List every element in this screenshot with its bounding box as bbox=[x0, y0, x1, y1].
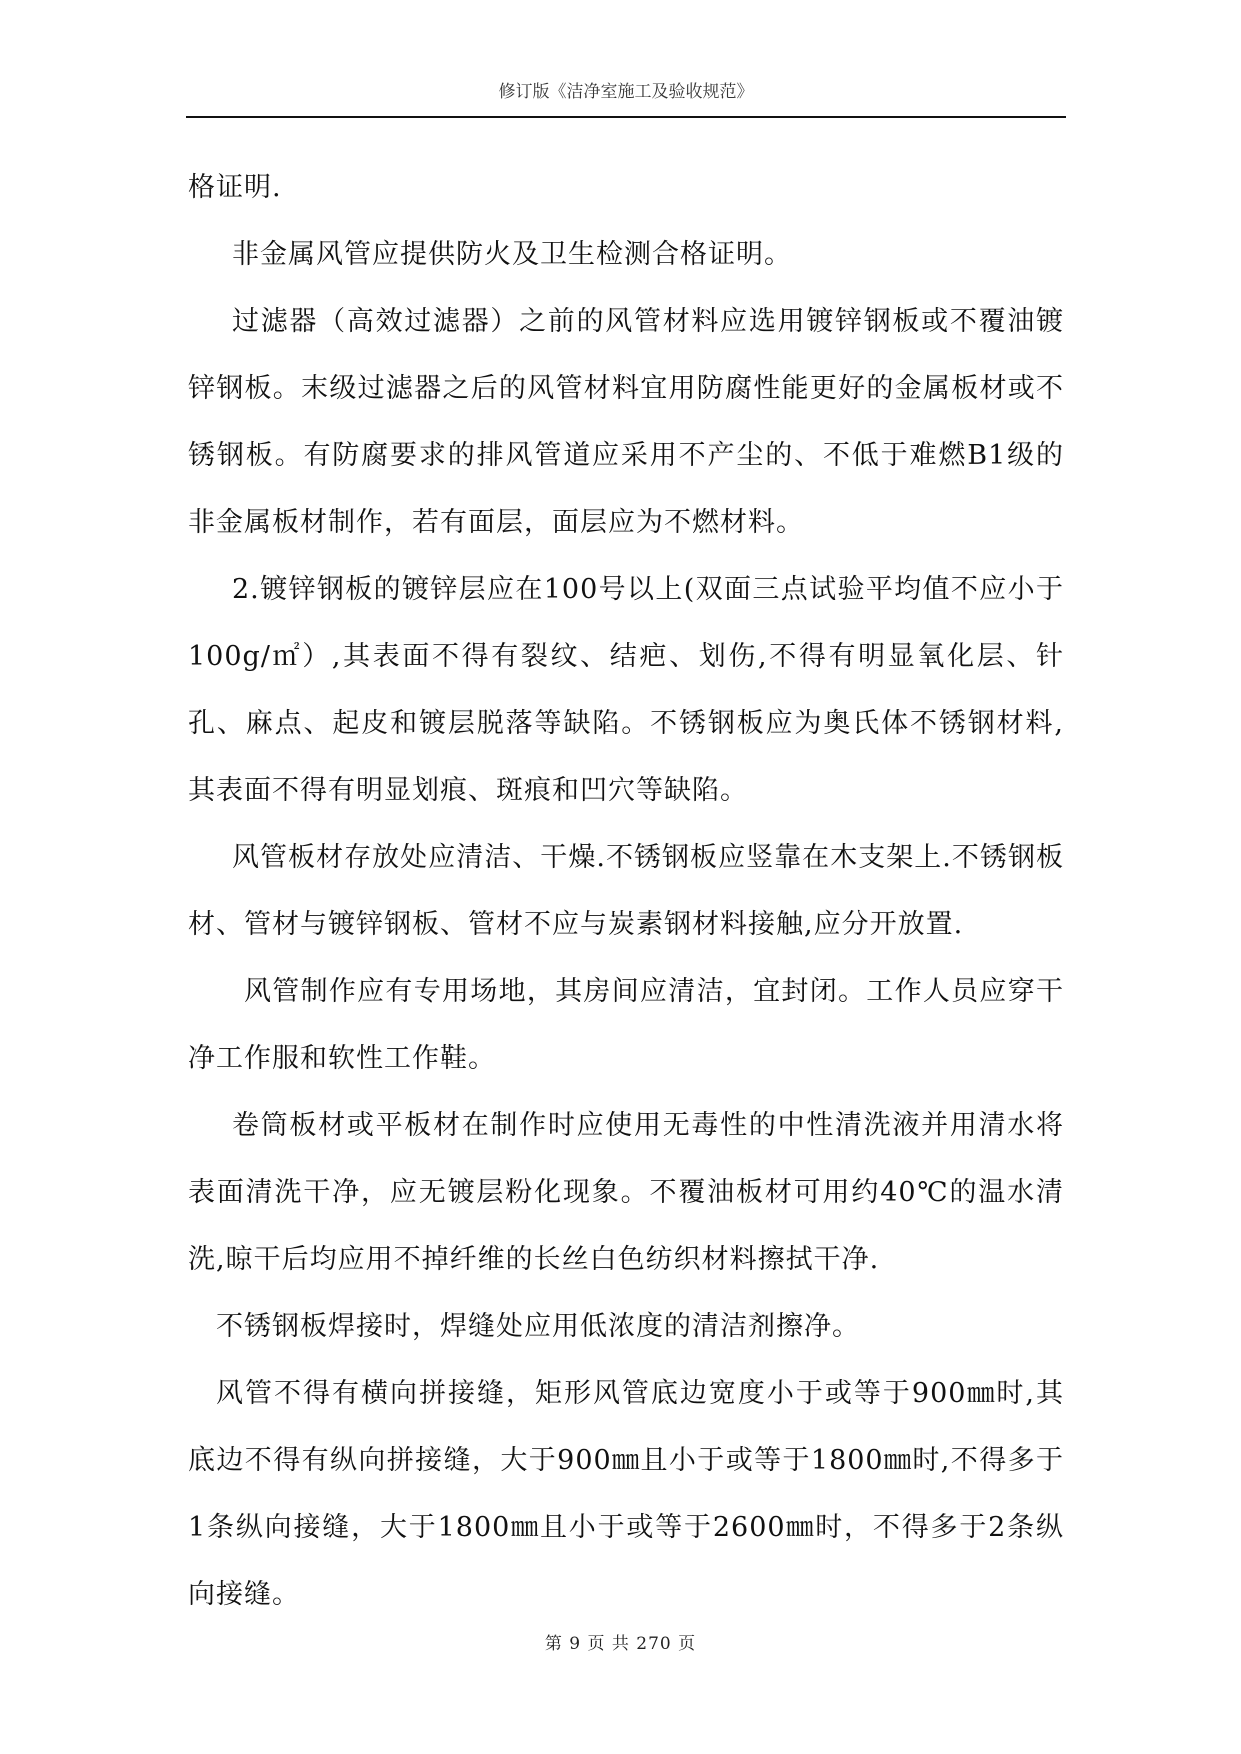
paragraph-sheet-storage: 风管板材存放处应清洁、干燥.不锈钢板应竖靠在木支架上.不锈钢板材、管材与镀锌钢板、管材不应与炭素钢材料接触,应分开放置. bbox=[188, 842, 1064, 940]
paragraph-certificate-continued: 格证明. bbox=[188, 172, 282, 203]
page-footer bbox=[0, 1632, 1241, 1656]
paragraph-fabrication-site: 风管制作应有专用场地，其房间应清洁，宜封闭。工作人员应穿干净工作服和软性工作鞋。 bbox=[188, 976, 1064, 1074]
paragraph-welding: 不锈钢板焊接时，焊缝处应用低浓度的清洁剂擦净。 bbox=[216, 1311, 860, 1342]
paragraph-nonmetal-duct: 非金属风管应提供防火及卫生检测合格证明。 bbox=[232, 239, 792, 270]
paragraph-seams: 风管不得有横向拼接缝，矩形风管底边宽度小于或等于900㎜时,其底边不得有纵向拼接缝，大于900㎜且小于或等于1800㎜时,不得多于1条纵向接缝，大于1800㎜且小于或等于2600㎜时，不得多于2条纵向接缝。 bbox=[188, 1378, 1064, 1610]
document-title: 修订版《洁净室施工及验收规范》 bbox=[498, 82, 754, 102]
page-header bbox=[186, 78, 1066, 118]
paragraph-galvanized-sheet: 2.镀锌钢板的镀锌层应在100号以上(双面三点试验平均值不应小于100g/㎡）,其表面不得有裂纹、结疤、划伤,不得有明显氧化层、针孔、麻点、起皮和镀层脱落等缺陷。不锈钢板应为奥氏体不锈钢材料,其表面不得有明显划痕、斑痕和凹穴等缺陷。 bbox=[188, 574, 1064, 806]
paragraph-cleaning: 卷筒板材或平板材在制作时应使用无毒性的中性清洗液并用清水将表面清洗干净，应无镀层粉化现象。不覆油板材可用约40℃的温水清洗,晾干后均应用不掉纤维的长丝白色纺织材料擦拭干净. bbox=[188, 1110, 1064, 1275]
document-body bbox=[188, 154, 1064, 1628]
paragraph-filter-duct-material: 过滤器（高效过滤器）之前的风管材料应选用镀锌钢板或不覆油镀锌钢板。末级过滤器之后的风管材料宜用防腐性能更好的金属板材或不锈钢板。有防腐要求的排风管道应采用不产尘的、不低于难燃B1级的非金属板材制作，若有面层，面层应为不燃材料。 bbox=[188, 306, 1064, 538]
page-number: 第 9 页 共 270 页 bbox=[544, 1634, 697, 1654]
